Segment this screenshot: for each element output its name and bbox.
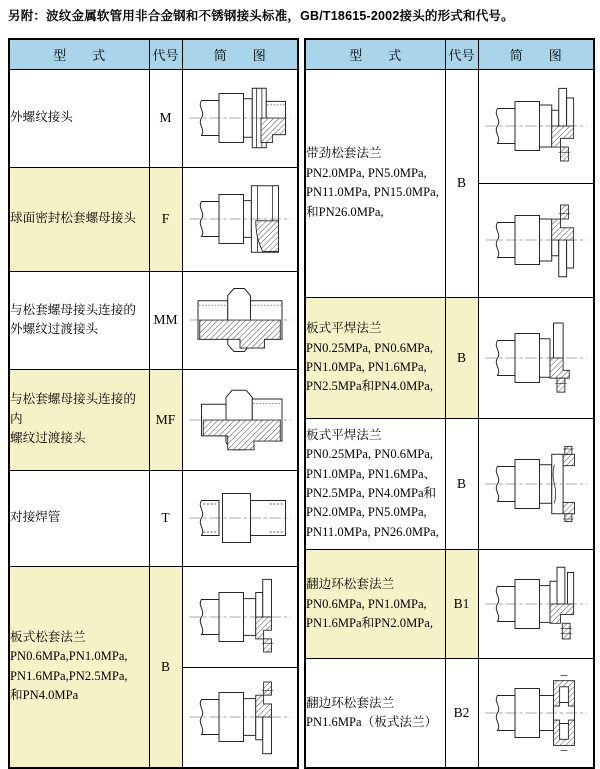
header-type-cell: 型 式 (305, 39, 445, 69)
joint-type-line: PN1.6MPa和PN2.0MPa, (306, 615, 434, 630)
joint-type-line: 带劲松套法兰 (306, 146, 382, 161)
right-joint-table (304, 38, 595, 769)
plate-weld-flange-diagram (479, 298, 594, 418)
plate-loose-flange-upper-drawing (187, 575, 293, 659)
joint-type-line: 板式松套法兰 (10, 629, 86, 644)
joint-type-line: 对接焊管 (10, 510, 61, 525)
joint-type-line: PN0.25MPa, PN0.6MPa, (306, 447, 434, 462)
joint-type-line: 外螺纹过渡接头 (10, 322, 99, 336)
joint-type-line: PN2.0MPa, PN5.0MPa, (306, 165, 427, 180)
joint-type-cell (9, 69, 149, 167)
joint-type-cell (305, 419, 445, 550)
neck-loose-flange-upper-diagram (479, 70, 594, 183)
joint-code-cell: MF (149, 369, 182, 470)
joint-type-line: PN1.0MPa, PN1.6MPa、 (306, 466, 437, 481)
joint-type-line: 和PN26.0MPa, (306, 204, 384, 219)
flanged-ring-loose-flange-diagram (479, 550, 594, 658)
left-row-f-1 (9, 167, 298, 271)
joint-code-cell: MM (149, 271, 182, 369)
header-type-cell: 型 式 (9, 39, 149, 69)
neck-loose-flange-lower-diagram (479, 183, 594, 297)
joint-type-line: PN0.6MPa,PN1.0MPa, (10, 649, 128, 664)
spherical-seal-union-nut-joint-drawing (187, 177, 293, 261)
flanged-ring-loose-flange-drawing (483, 562, 589, 646)
joint-code-cell: F (149, 167, 182, 271)
left-row-b-5 (9, 566, 298, 768)
left-row-m-0 (9, 69, 298, 167)
plate-loose-flange-lower-drawing (187, 675, 293, 759)
joint-type-line: 和PN4.0MPa (10, 687, 79, 702)
plate-weld-flange-symmetric-drawing (483, 442, 589, 526)
joint-type-cell (305, 550, 445, 659)
spherical-seal-union-nut-joint-diagram (183, 168, 298, 271)
joint-type-line: PN1.6MPa（板式法兰） (306, 714, 438, 729)
joint-type-line: 与松套螺母接头连接的 (10, 302, 136, 317)
joint-type-line: 螺纹过渡接头 (10, 431, 86, 446)
joint-diagram-cell (182, 470, 298, 566)
header-code-cell: 代号 (445, 39, 478, 69)
joint-code-cell: B2 (445, 659, 478, 768)
joint-type-line: PN0.25MPa, PN0.6MPa, (306, 340, 434, 355)
right-row-b2-4 (305, 659, 594, 768)
joint-type-line: 外螺纹接头 (10, 110, 73, 125)
right-row-b-2 (305, 419, 594, 550)
left-row-mf-3 (9, 369, 298, 470)
joint-code-cell: T (149, 470, 182, 566)
female-thread-adapter-joint-diagram (183, 370, 298, 470)
left-joint-table (8, 38, 299, 769)
joint-type-cell (305, 297, 445, 418)
right-row-b1-3 (305, 550, 594, 659)
header-code-cell: 代号 (149, 39, 182, 69)
left-row-t-4 (9, 470, 298, 566)
joint-type-line: PN0.6MPa, PN1.0MPa, (306, 596, 427, 611)
joint-type-cell (9, 566, 149, 768)
page-title: 另附：波纹金属软管用非合金钢和不锈钢接头标准，GB/T18615-2002接头的形式和代号。 (8, 9, 514, 23)
male-thread-adapter-joint-drawing (187, 278, 293, 362)
butt-weld-pipe-diagram (183, 471, 298, 566)
joint-type-cell (9, 167, 149, 271)
joint-diagram-cell (478, 550, 594, 659)
neck-loose-flange-lower-drawing (483, 198, 589, 282)
joint-code-cell: B (445, 419, 478, 550)
joint-type-line: PN2.5MPa和PN4.0MPa, (306, 379, 434, 394)
male-thread-adapter-joint-diagram (183, 272, 298, 369)
plate-weld-flange-drawing (483, 316, 589, 400)
joint-type-cell (305, 69, 445, 297)
joint-type-line: 球面密封松套螺母接头 (10, 211, 136, 226)
joint-diagram-cell (182, 69, 298, 167)
joint-diagram-cell (182, 271, 298, 369)
joint-type-line: PN11.0MPa, PN26.0MPa, (306, 524, 439, 539)
joint-code-cell: B1 (445, 550, 478, 659)
joint-code-cell: B (445, 69, 478, 297)
joint-type-line: 翻边环松套法兰 (306, 577, 395, 592)
joint-diagram-cell (478, 69, 594, 297)
joint-type-line: 翻边环松套法兰 (306, 695, 395, 710)
neck-loose-flange-upper-drawing (483, 84, 589, 168)
left-row-mm-2 (9, 271, 298, 369)
joint-standards-tables (8, 38, 595, 769)
joint-type-line: PN1.6MPa,PN2.5MPa, (10, 668, 128, 683)
male-thread-joint-drawing (187, 76, 293, 160)
joint-diagram-cell (182, 369, 298, 470)
joint-code-cell: B (149, 566, 182, 768)
joint-type-line: 板式平焊法兰 (306, 321, 382, 336)
flanged-ring-loose-plate-flange-diagram (479, 659, 594, 766)
header-diagram-cell: 简 图 (478, 39, 594, 69)
right-row-b-1 (305, 297, 594, 418)
header-diagram-cell: 简 图 (182, 39, 298, 69)
joint-type-cell (9, 470, 149, 566)
joint-code-cell: B (445, 297, 478, 418)
joint-diagram-cell (478, 419, 594, 550)
female-thread-adapter-joint-drawing (187, 378, 293, 462)
male-thread-joint-diagram (183, 70, 298, 167)
plate-weld-flange-symmetric-diagram (479, 419, 594, 549)
plate-loose-flange-upper-diagram (183, 567, 298, 667)
joint-type-line: PN2.0MPa, PN5.0MPa, (306, 505, 427, 520)
joint-type-line: 与松套螺母接头连接的内 (10, 392, 136, 426)
header-row (305, 39, 594, 69)
joint-type-line: PN1.0MPa, PN1.6MPa, (306, 359, 427, 374)
joint-code-cell: M (149, 69, 182, 167)
header-row (9, 39, 298, 69)
joint-type-cell (9, 271, 149, 369)
joint-diagram-cell (182, 167, 298, 271)
joint-type-line: PN2.5MPa, PN4.0MPa和 (306, 486, 437, 501)
butt-weld-pipe-drawing (187, 476, 293, 560)
plate-loose-flange-lower-diagram (183, 667, 298, 767)
joint-diagram-cell (182, 566, 298, 768)
joint-diagram-cell (478, 659, 594, 768)
joint-type-cell (9, 369, 149, 470)
flanged-ring-loose-plate-flange-drawing (483, 671, 589, 755)
joint-type-line: 板式平焊法兰 (306, 427, 382, 442)
right-row-b-0 (305, 69, 594, 297)
joint-diagram-cell (478, 297, 594, 418)
joint-type-line: PN11.0MPa, PN15.0MPa, (306, 185, 439, 200)
joint-type-cell (305, 659, 445, 768)
